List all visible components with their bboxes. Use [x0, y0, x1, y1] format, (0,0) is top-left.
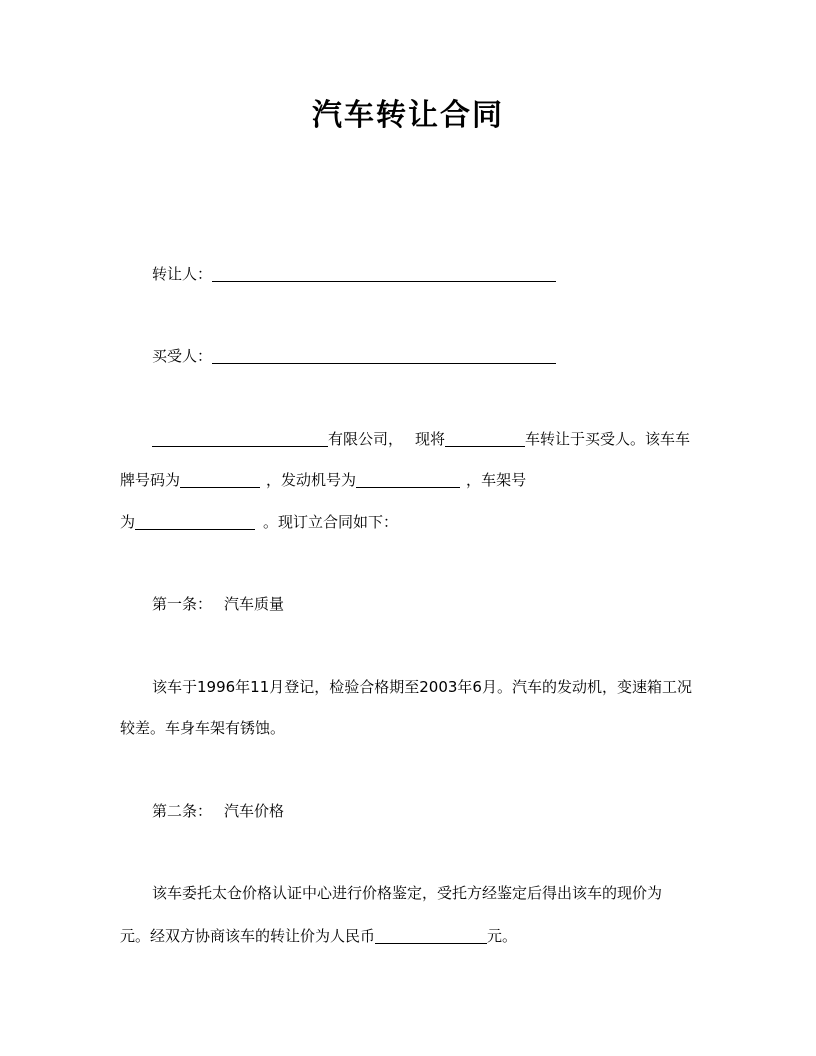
frame-label: 车架号	[481, 471, 527, 489]
comma-2: ，	[466, 471, 482, 489]
paragraph1-line3	[120, 512, 700, 532]
article1-title: 汽车质量	[224, 595, 285, 613]
buyer-line	[120, 346, 732, 366]
article2-text-line1: 该车委托太仓价格认证中心进行价格鉴定，受托方经鉴定后得出该车的现价为	[152, 884, 663, 902]
article2-text-a: 元。经双方协商该车的转让价为人民币	[120, 927, 376, 945]
article1-text-line2: 较差。车身车架有锈蚀。	[120, 719, 286, 737]
paragraph1-line2	[120, 470, 700, 490]
article1-heading	[120, 594, 732, 614]
buyer-blank[interactable]	[212, 347, 556, 364]
article2-text-line2	[120, 926, 700, 946]
frame-blank[interactable]	[135, 513, 255, 530]
comma-1: ，	[266, 471, 282, 489]
buyer-label: 买受人：	[152, 347, 213, 365]
engine-blank[interactable]	[356, 471, 460, 488]
engine-label: 发动机号为	[281, 471, 357, 489]
company-blank[interactable]	[152, 430, 328, 447]
now-text: 现将	[415, 430, 446, 448]
plate-label: 牌号码为	[120, 471, 181, 489]
transferor-line	[120, 264, 732, 284]
article2-heading	[120, 801, 732, 821]
article2-number: 第二条：	[152, 802, 213, 820]
vehicle-blank[interactable]	[445, 430, 525, 447]
document-title: 汽车转让合同	[312, 98, 504, 133]
transferor-blank[interactable]	[212, 265, 556, 282]
company-text: 有限公司，	[328, 430, 404, 448]
transfer-text: 车转让于买受人。该车车	[525, 430, 691, 448]
article1-number: 第一条：	[152, 595, 213, 613]
plate-blank[interactable]	[180, 471, 260, 488]
article1-text-line1: 该车于1996年11月登记，检验合格期至2003年6月。汽车的发动机，变速箱工况	[152, 678, 692, 696]
contract-intro-text: 。现订立合同如下：	[263, 513, 399, 531]
article2-title: 汽车价格	[224, 802, 285, 820]
article2-text-b: 元。	[487, 927, 518, 945]
wei-text: 为	[120, 513, 136, 531]
price-blank[interactable]	[375, 927, 487, 944]
transferor-label: 转让人：	[152, 265, 213, 283]
paragraph1-line1	[120, 429, 732, 449]
